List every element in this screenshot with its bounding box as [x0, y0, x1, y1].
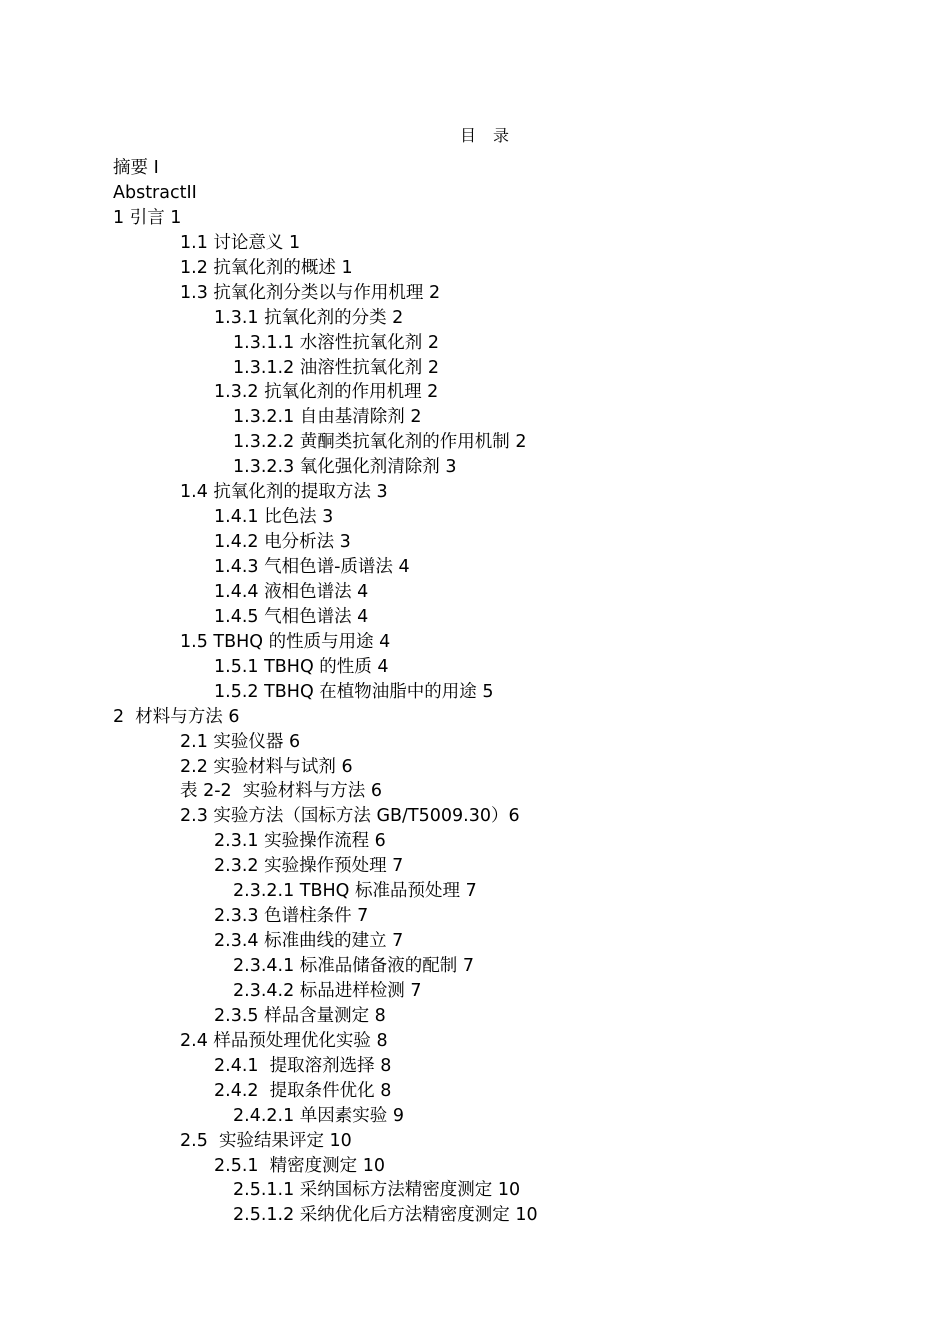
toc-entry[interactable]	[113, 281, 913, 306]
toc-entry-title: 1 引言	[113, 207, 165, 228]
toc-entry-page-number: 2	[410, 407, 422, 428]
toc-entry-page-number: 10	[497, 1180, 521, 1201]
toc-entry-page-number: 1	[341, 257, 353, 278]
toc-entry[interactable]	[113, 804, 913, 829]
toc-entry-title: 1.5.2 TBHQ 在植物油脂中的用途	[214, 681, 477, 702]
toc-entry[interactable]	[113, 954, 913, 979]
toc-entry-title: 2.5.1 精密度测定	[214, 1155, 358, 1176]
toc-entry[interactable]	[113, 929, 913, 954]
toc-entry-title: 1.5.1 TBHQ 的性质	[214, 656, 372, 677]
toc-entry[interactable]	[113, 206, 913, 231]
toc-entry[interactable]	[113, 605, 913, 630]
toc-entry-title: 1.4.5 气相色谱法	[214, 606, 352, 627]
toc-entry-title: Abstract	[113, 182, 187, 203]
toc-entry-page-number: 9	[392, 1105, 405, 1126]
toc-entry-page-number: 3	[376, 482, 388, 503]
toc-entry-page-number: 6	[508, 806, 520, 827]
toc-entry-title: 1.1 讨论意义	[180, 232, 284, 253]
toc-entry[interactable]	[113, 1029, 913, 1054]
toc-entry[interactable]	[113, 755, 913, 780]
toc-entry-page-number: 3	[322, 507, 334, 528]
toc-entry[interactable]	[113, 979, 913, 1004]
toc-entry-title: 2.4.2 提取条件优化	[214, 1080, 375, 1101]
toc-entry-page-number: 10	[329, 1130, 352, 1151]
toc-entry-page-number: 6	[374, 831, 386, 852]
toc-entry-title: 1.3.1 抗氧化剂的分类	[214, 307, 387, 328]
toc-entry-page-number: 2	[427, 357, 440, 378]
toc-entry-title: 2.4 样品预处理优化实验	[180, 1030, 371, 1051]
toc-entry[interactable]	[113, 331, 913, 356]
toc-entry-page-number: 3	[339, 532, 351, 553]
toc-entry-page-number: 6	[341, 756, 353, 777]
toc-entry[interactable]	[113, 380, 913, 405]
toc-entry-page-number: 10	[515, 1205, 538, 1226]
toc-entry-title: 2.5 实验结果评定	[180, 1130, 324, 1151]
toc-entry-title: 1.2 抗氧化剂的概述	[180, 257, 336, 278]
toc-title: 目 录	[459, 126, 516, 145]
toc-entry-page-number: 7	[462, 956, 475, 976]
toc-entry-page-number: 4	[357, 606, 369, 627]
toc-entry-title: 2.3 实验方法（国标方法 GB/T5009.30）	[180, 806, 509, 827]
toc-entry-title: 1.3 抗氧化剂分类以与作用机理	[180, 282, 424, 303]
toc-entry-page-number: 7	[465, 881, 477, 902]
toc-entry[interactable]	[113, 580, 913, 605]
toc-entry-title: 1.4.3 气相色谱-质谱法	[214, 557, 393, 577]
toc-entry-page-number: 3	[445, 457, 457, 478]
toc-entry-title: 2.3.5 样品含量测定	[214, 1005, 370, 1026]
toc-list	[113, 156, 913, 1228]
toc-entry-page-number: 4	[398, 557, 410, 577]
toc-entry[interactable]	[113, 555, 913, 580]
toc-entry-page-number: 4	[357, 581, 369, 602]
toc-entry-title: 2.5.1.1 采纳国标方法精密度测定	[233, 1180, 493, 1201]
toc-entry-title: 1.5 TBHQ 的性质与用途	[180, 631, 374, 652]
toc-entry-page-number: 8	[380, 1080, 392, 1101]
toc-entry[interactable]	[113, 356, 913, 381]
toc-entry-title: 2.3.2.1 TBHQ 标准品预处理	[233, 881, 460, 902]
toc-entry-title: 2.4.2.1 单因素实验	[233, 1105, 388, 1126]
toc-entry-page-number: 6	[288, 731, 301, 752]
toc-entry[interactable]	[113, 1203, 913, 1228]
toc-entry[interactable]	[113, 306, 913, 331]
toc-entry[interactable]	[113, 1004, 913, 1029]
toc-entry-title: 1.3.1.1 水溶性抗氧化剂	[233, 332, 423, 353]
toc-entry-title: 2.3.4 标准曲线的建立	[214, 931, 387, 952]
toc-entry-page-number: I	[153, 158, 159, 178]
toc-entry[interactable]	[113, 730, 913, 755]
toc-entry-page-number: 1	[170, 207, 182, 228]
toc-entry-page-number: 1	[288, 232, 301, 253]
toc-entry-page-number: 2	[428, 282, 441, 303]
toc-entry[interactable]	[113, 1154, 913, 1179]
toc-entry-title: 2.1 实验仪器	[180, 731, 284, 752]
toc-entry-title: 1.4.2 电分析法	[214, 532, 335, 553]
toc-entry-page-number: 4	[377, 656, 389, 677]
toc-entry[interactable]	[113, 530, 913, 555]
toc-entry-title: 1.4.4 液相色谱法	[214, 581, 352, 602]
toc-entry[interactable]	[113, 779, 913, 804]
toc-entry-title: 表 2-2 实验材料与方法	[180, 781, 366, 802]
toc-entry-title: 1.4.1 比色法	[214, 507, 317, 528]
toc-entry[interactable]	[113, 1054, 913, 1079]
toc-entry[interactable]	[113, 1079, 913, 1104]
toc-entry-title: 2.3.1 实验操作流程	[214, 831, 370, 852]
toc-entry-page-number: 6	[370, 781, 382, 802]
toc-entry-page-number: 7	[392, 856, 404, 877]
toc-entry[interactable]	[113, 705, 913, 730]
toc-entry-title: 2.5.1.2 采纳优化后方法精密度测定	[233, 1205, 510, 1226]
toc-entry[interactable]	[113, 480, 913, 505]
toc-entry[interactable]	[113, 455, 913, 480]
toc-entry-page-number: 8	[380, 1055, 392, 1076]
toc-entry-page-number: 6	[228, 706, 240, 727]
toc-entry[interactable]	[113, 879, 913, 904]
toc-entry-title: 2.3.2 实验操作预处理	[214, 856, 387, 877]
toc-entry-title: 2.3.4.2 标品进样检测	[233, 980, 405, 1001]
toc-entry-page-number: 2	[427, 382, 439, 403]
toc-entry-page-number: 2	[515, 432, 527, 453]
toc-entry-page-number: 2	[392, 307, 404, 328]
toc-entry[interactable]	[113, 430, 913, 455]
toc-entry[interactable]	[113, 256, 913, 281]
toc-entry-title: 2.2 实验材料与试剂	[180, 756, 336, 777]
toc-entry[interactable]	[113, 904, 913, 929]
toc-entry-title: 1.3.2.1 自由基清除剂	[233, 407, 405, 428]
toc-entry-title: 摘要	[113, 158, 148, 178]
toc-entry-page-number: 2	[427, 332, 440, 353]
toc-entry-title: 1.4 抗氧化剂的提取方法	[180, 482, 371, 503]
toc-entry[interactable]	[113, 505, 913, 530]
toc-entry-title: 2 材料与方法	[113, 706, 223, 727]
toc-entry-title: 2.3.3 色谱柱条件	[214, 906, 352, 927]
toc-entry-page-number: 10	[362, 1155, 386, 1176]
toc-entry-title: 2.4.1 提取溶剂选择	[214, 1055, 375, 1076]
toc-entry-page-number: 5	[482, 681, 494, 702]
toc-entry-title: 1.3.2.3 氧化强化剂清除剂	[233, 457, 440, 478]
toc-entry[interactable]	[113, 680, 913, 705]
toc-entry[interactable]	[113, 630, 913, 655]
toc-entry[interactable]	[113, 1104, 913, 1129]
toc-entry-page-number: 7	[392, 931, 404, 952]
toc-entry[interactable]	[113, 156, 913, 181]
toc-entry[interactable]	[113, 405, 913, 430]
toc-entry[interactable]	[113, 231, 913, 256]
toc-entry-title: 1.3.1.2 油溶性抗氧化剂	[233, 357, 423, 378]
toc-entry-page-number: 8	[374, 1005, 386, 1026]
toc-entry-page-number: 7	[410, 980, 422, 1001]
toc-entry[interactable]	[113, 655, 913, 680]
toc-entry[interactable]	[113, 1178, 913, 1203]
toc-entry[interactable]	[113, 829, 913, 854]
toc-entry[interactable]	[113, 1129, 913, 1154]
toc-entry[interactable]	[113, 181, 913, 206]
toc-entry-title: 1.3.2.2 黄酮类抗氧化剂的作用机制	[233, 432, 510, 453]
toc-entry[interactable]	[113, 854, 913, 879]
toc-entry-title: 1.3.2 抗氧化剂的作用机理	[214, 382, 422, 403]
toc-entry-page-number: 4	[379, 631, 391, 652]
toc-entry-page-number: II	[186, 182, 197, 203]
toc-entry-page-number: 7	[357, 906, 369, 927]
toc-entry-page-number: 8	[376, 1030, 388, 1051]
toc-entry-title: 2.3.4.1 标准品储备液的配制	[233, 956, 458, 976]
